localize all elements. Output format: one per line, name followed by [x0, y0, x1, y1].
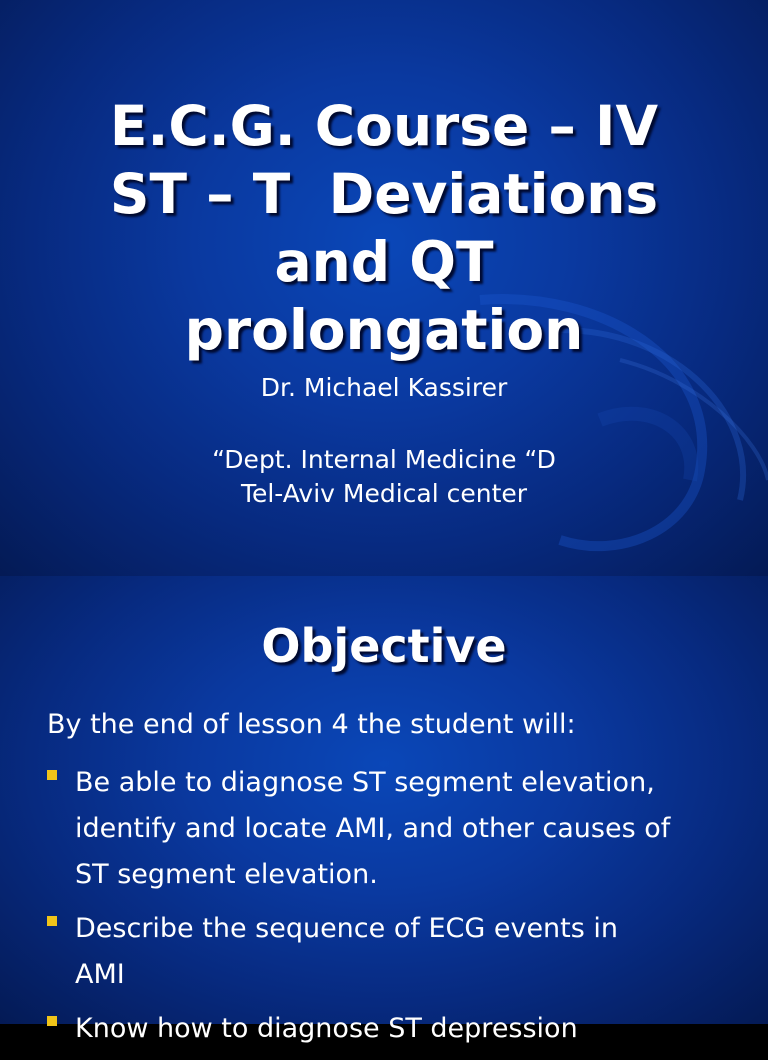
bullet-text: identify and locate AMI, and other causes of [75, 813, 671, 844]
bullet-list [47, 760, 747, 1060]
slide-title: Objective [261, 619, 507, 673]
list-item [47, 906, 747, 998]
bullet-text: Be able to diagnose ST segment elevation, [75, 767, 655, 798]
list-item [47, 760, 747, 898]
intro-text: By the end of lesson 4 the student will: [47, 709, 576, 740]
bullet-text: Describe the sequence of ECG events in [75, 913, 619, 944]
author-name: Dr. Michael Kassirer [260, 373, 508, 402]
list-item [47, 1006, 747, 1052]
bullet-text: Know how to diagnose ST depression [75, 1013, 578, 1044]
square-bullet-icon [47, 916, 57, 926]
slide-title [0, 92, 768, 364]
objective-slide [0, 576, 768, 1044]
title-line: and QT [274, 230, 494, 294]
slide-subtitle [0, 371, 768, 511]
spacer [0, 405, 768, 443]
square-bullet-icon [47, 1016, 57, 1026]
institution-name: Tel-Aviv Medical center [240, 479, 528, 508]
title-line: ST – T Deviations [109, 162, 659, 226]
title-line: E.C.G. Course – IV [109, 94, 659, 158]
department-name: “Dept. Internal Medicine “D [212, 445, 556, 474]
bullet-text: ST segment elevation. [75, 859, 378, 890]
square-bullet-icon [47, 770, 57, 780]
bullet-text: AMI [75, 959, 125, 990]
title-line: prolongation [184, 298, 584, 362]
